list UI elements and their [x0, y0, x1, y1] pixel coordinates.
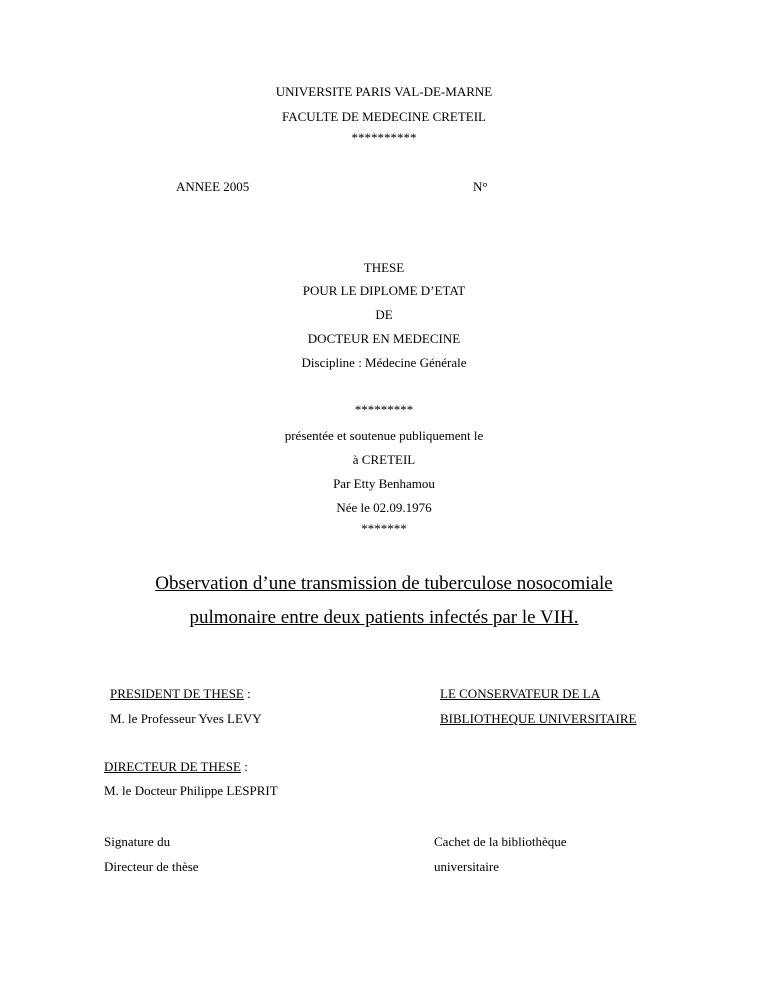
directeur-label: DIRECTEUR DE THESE — [104, 759, 241, 774]
author-name: Par Etty Benhamou — [333, 476, 435, 491]
faculty-name: FACULTE DE MEDECINE CRETEIL — [281, 109, 486, 124]
signature-line-2: Directeur de thèse — [104, 859, 199, 874]
diploma-degree: DOCTEUR EN MEDECINE — [307, 331, 461, 346]
thesis-separator: ********* — [354, 402, 414, 417]
defense-place: à CRETEIL — [352, 452, 416, 467]
thesis-title-line-2: pulmonaire entre deux patients infectés par le VIH. — [189, 607, 579, 628]
president-colon: : — [243, 686, 251, 701]
president-label: PRESIDENT DE THESE — [110, 686, 244, 701]
discipline: Discipline : Médecine Générale — [301, 355, 467, 370]
signature-line-1: Signature du — [104, 834, 171, 849]
header-separator: ********** — [351, 130, 417, 145]
thesis-type: THESE — [363, 260, 405, 275]
president-name: M. le Professeur Yves LEVY — [110, 711, 262, 726]
directeur-colon: : — [240, 759, 248, 774]
conservateur-line-2: BIBLIOTHEQUE UNIVERSITAIRE — [440, 711, 637, 726]
number-label: N° — [473, 179, 488, 194]
year-label: ANNEE 2005 — [176, 179, 250, 194]
defense-separator: ******* — [361, 521, 407, 536]
diploma-de: DE — [375, 307, 393, 322]
cachet-line-1: Cachet de la bibliothèque — [434, 834, 567, 849]
conservateur-line-1: LE CONSERVATEUR DE LA — [440, 686, 601, 701]
university-name: UNIVERSITE PARIS VAL-DE-MARNE — [275, 84, 493, 99]
diploma-line: POUR LE DIPLOME D’ETAT — [302, 283, 466, 298]
thesis-title-line-1: Observation d’une transmission de tuberculose nosocomiale — [155, 573, 613, 594]
defense-statement: présentée et soutenue publiquement le — [284, 428, 484, 443]
directeur-name: M. le Docteur Philippe LESPRIT — [104, 783, 278, 798]
president-heading — [110, 686, 251, 702]
cachet-line-2: universitaire — [434, 859, 499, 874]
directeur-heading — [104, 759, 248, 775]
author-birth: Née le 02.09.1976 — [336, 500, 432, 515]
